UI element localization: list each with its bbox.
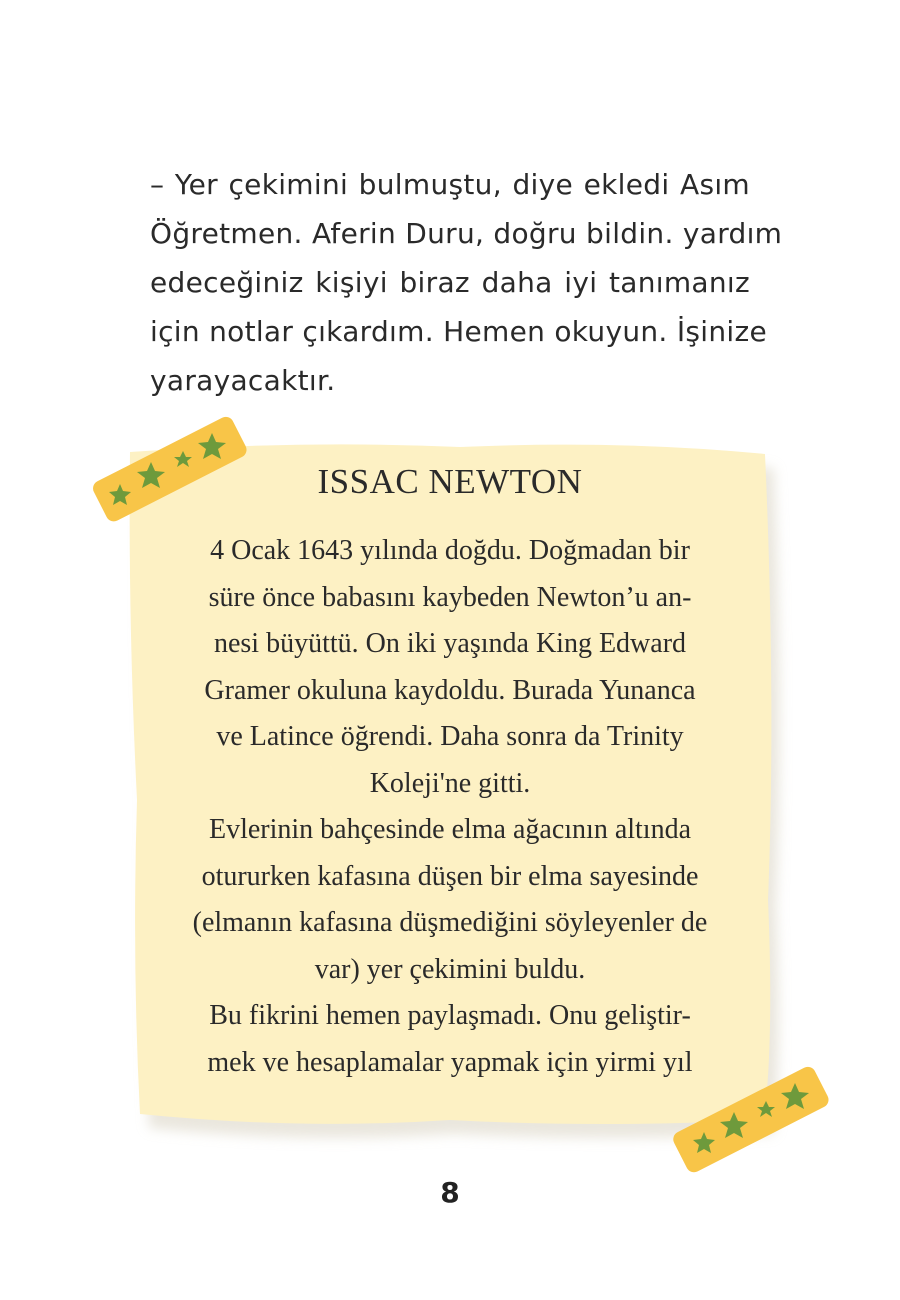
note-line: süre önce babasını kaybeden Newton’u an-	[208, 581, 692, 613]
note-line: ve Latince öğrendi. Daha sonra da Trinity	[216, 721, 684, 752]
note-line: Gramer okuluna kaydoldu. Burada Yunanca	[204, 674, 696, 706]
note-line: nesi büyüttü. On iki yaşında King Edward	[213, 628, 687, 659]
note-body	[140, 528, 760, 1086]
note-line: var) yer çekimini buldu.	[314, 953, 586, 985]
intro-line: edeceğiniz kişiyi biraz daha iyi tanımanız	[150, 266, 750, 299]
note-line: Evlerinin bahçesinde elma ağacının altında	[208, 814, 692, 845]
note-line: (elmanın kafasına düşmediğini söyleyenler de	[192, 907, 708, 938]
intro-line: yarayacaktır.	[150, 364, 336, 397]
page-number: 8	[440, 1176, 460, 1209]
note-line: Bu fikrini hemen paylaşmadı. Onu geliştir-	[209, 1000, 691, 1031]
intro-line: Öğretmen. Aferin Duru, doğru bildin. yardım	[150, 217, 783, 250]
note-line: otururken kafasına düşen bir elma sayesinde	[201, 860, 699, 892]
intro-line: – Yer çekimini bulmuştu, diye ekledi Asım	[150, 168, 750, 201]
intro-line: için notlar çıkardım. Hemen okuyun. İşinize	[150, 315, 768, 348]
note-line: Koleji'ne gitti.	[369, 767, 531, 799]
note-title: ISSAC NEWTON	[317, 462, 583, 501]
note-line: mek ve hesaplamalar yapmak için yirmi yıl	[207, 1046, 693, 1078]
note-line: 4 Ocak 1643 yılında doğdu. Doğmadan bir	[210, 535, 690, 566]
